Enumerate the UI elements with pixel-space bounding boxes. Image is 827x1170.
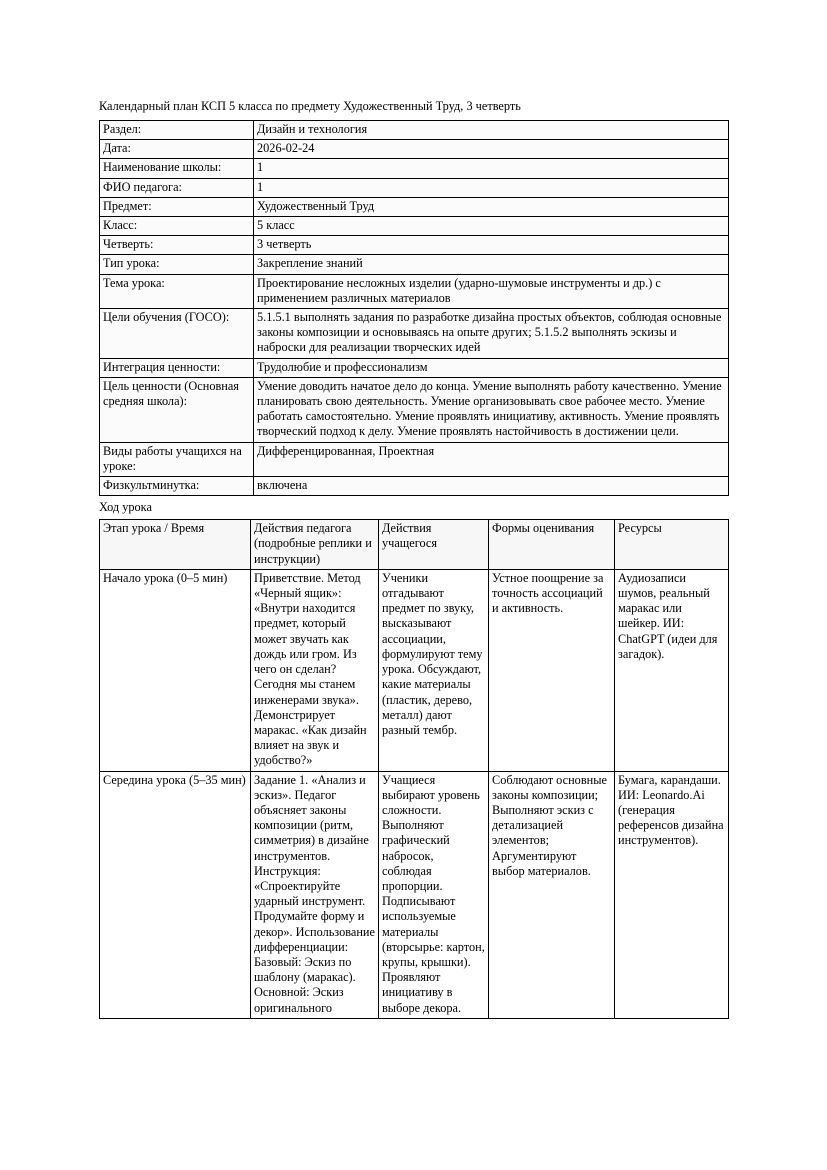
info-label: Физкультминутка:	[100, 477, 254, 496]
table-row	[100, 358, 729, 377]
table-row	[100, 255, 729, 274]
cell-teacher-actions: Задание 1. «Анализ и эскиз». Педагог объясняет законы композиции (ритм, симметрия) в дизайне инструментов. Инструкция: «Спроектируйте ударный инструмент. Продумайте форму и декор». Использование дифференциации: Базовый: Эскиз по шаблону (маракас). Основной: Эскиз оригинального	[251, 771, 379, 1018]
table-row	[100, 197, 729, 216]
info-label: Наименование школы:	[100, 159, 254, 178]
cell-teacher-actions: Приветствие. Метод «Черный ящик»: «Внутри находится предмет, который может звучать как дождь или гром. Из чего он сделан? Сегодня мы станем инженерами звука». Демонстрирует маракас. «Как дизайн влияет на звук и удобство?»	[251, 569, 379, 771]
column-header-resources: Ресурсы	[615, 520, 729, 570]
table-row	[100, 442, 729, 476]
table-row	[100, 178, 729, 197]
table-row	[100, 217, 729, 236]
info-label: Тип урока:	[100, 255, 254, 274]
cell-student-actions: Ученики отгадывают предмет по звуку, высказывают ассоциации, формулируют тему урока. Обсуждают, какие материалы (пластик, дерево, металл) дают разный тембр.	[379, 569, 489, 771]
lesson-flow-table	[99, 519, 729, 1019]
table-row	[100, 159, 729, 178]
table-row	[100, 274, 729, 308]
info-label: Дата:	[100, 140, 254, 159]
info-value: Дифференцированная, Проектная	[254, 442, 729, 476]
lesson-info-table-body	[100, 121, 729, 496]
table-row	[100, 477, 729, 496]
cell-resources: Аудиозаписи шумов, реальный маракас или шейкер. ИИ: ChatGPT (идеи для загадок).	[615, 569, 729, 771]
info-value: 5 класс	[254, 217, 729, 236]
info-value: Художественный Труд	[254, 197, 729, 216]
cell-assessment: Устное поощрение за точность ассоциаций и активность.	[489, 569, 615, 771]
info-value: 5.1.5.1 выполнять задания по разработке дизайна простых объектов, соблюдая основные законы композиции и основываясь на опыте других; 5.1.5.2 выполнять эскизы и наброски для реализации творческих идей	[254, 309, 729, 359]
info-value: Умение доводить начатое дело до конца. Умение выполнять работу качественно. Умение планировать свою деятельность. Умение организовывать свое рабочее место. Умение работать самостоятельно. Умение проявлять инициативу, активность. Умение проявлять творческий подход к делу. Умение проявлять настойчивость в достижении цели.	[254, 377, 729, 442]
cell-student-actions: Учащиеся выбирают уровень сложности. Выполняют графический набросок, соблюдая пропорции. Подписывают используемые материалы (вторсырье: картон, крупы, крышки). Проявляют инициативу в выборе декора.	[379, 771, 489, 1018]
column-header-student-actions: Действия учащегося	[379, 520, 489, 570]
lesson-flow-table-head	[100, 520, 729, 570]
column-header-assessment: Формы оценивания	[489, 520, 615, 570]
info-label: Тема урока:	[100, 274, 254, 308]
lesson-flow-table-body	[100, 569, 729, 1018]
column-header-teacher-actions: Действия педагога (подробные реплики и инструкции)	[251, 520, 379, 570]
cell-resources: Бумага, карандаши. ИИ: Leonardo.Ai (генерация референсов дизайна инструментов).	[615, 771, 729, 1018]
table-row	[100, 377, 729, 442]
info-label: Предмет:	[100, 197, 254, 216]
lesson-flow-label: Ход урока	[99, 500, 152, 515]
info-value: 1	[254, 178, 729, 197]
document-content	[99, 98, 728, 1019]
info-value: Трудолюбие и профессионализм	[254, 358, 729, 377]
info-label: Цель ценности (Основная средняя школа):	[100, 377, 254, 442]
info-value: включена	[254, 477, 729, 496]
table-row	[100, 569, 729, 771]
cell-stage: Середина урока (5–35 мин)	[100, 771, 251, 1018]
info-value: Дизайн и технология	[254, 121, 729, 140]
info-label: ФИО педагога:	[100, 178, 254, 197]
info-label: Виды работы учащихся на уроке:	[100, 442, 254, 476]
table-header-row	[100, 520, 729, 570]
info-value: Закрепление знаний	[254, 255, 729, 274]
info-label: Класс:	[100, 217, 254, 236]
info-label: Цели обучения (ГОСО):	[100, 309, 254, 359]
table-row	[100, 236, 729, 255]
info-value: 1	[254, 159, 729, 178]
info-value: 3 четверть	[254, 236, 729, 255]
info-label: Четверть:	[100, 236, 254, 255]
cell-stage: Начало урока (0–5 мин)	[100, 569, 251, 771]
table-row	[100, 771, 729, 1018]
lesson-info-table	[99, 120, 729, 496]
info-label: Интеграция ценности:	[100, 358, 254, 377]
table-row	[100, 309, 729, 359]
table-row	[100, 121, 729, 140]
column-header-stage: Этап урока / Время	[100, 520, 251, 570]
cell-assessment: Соблюдают основные законы композиции; Выполняют эскиз с детализацией элементов; Аргументируют выбор материалов.	[489, 771, 615, 1018]
info-label: Раздел:	[100, 121, 254, 140]
info-value: Проектирование несложных изделии (ударно-шумовые инструменты и др.) с применением различных материалов	[254, 274, 729, 308]
table-row	[100, 140, 729, 159]
info-value: 2026-02-24	[254, 140, 729, 159]
page-title: Календарный план КСП 5 класса по предмету Художественный Труд, 3 четверть	[99, 99, 521, 113]
